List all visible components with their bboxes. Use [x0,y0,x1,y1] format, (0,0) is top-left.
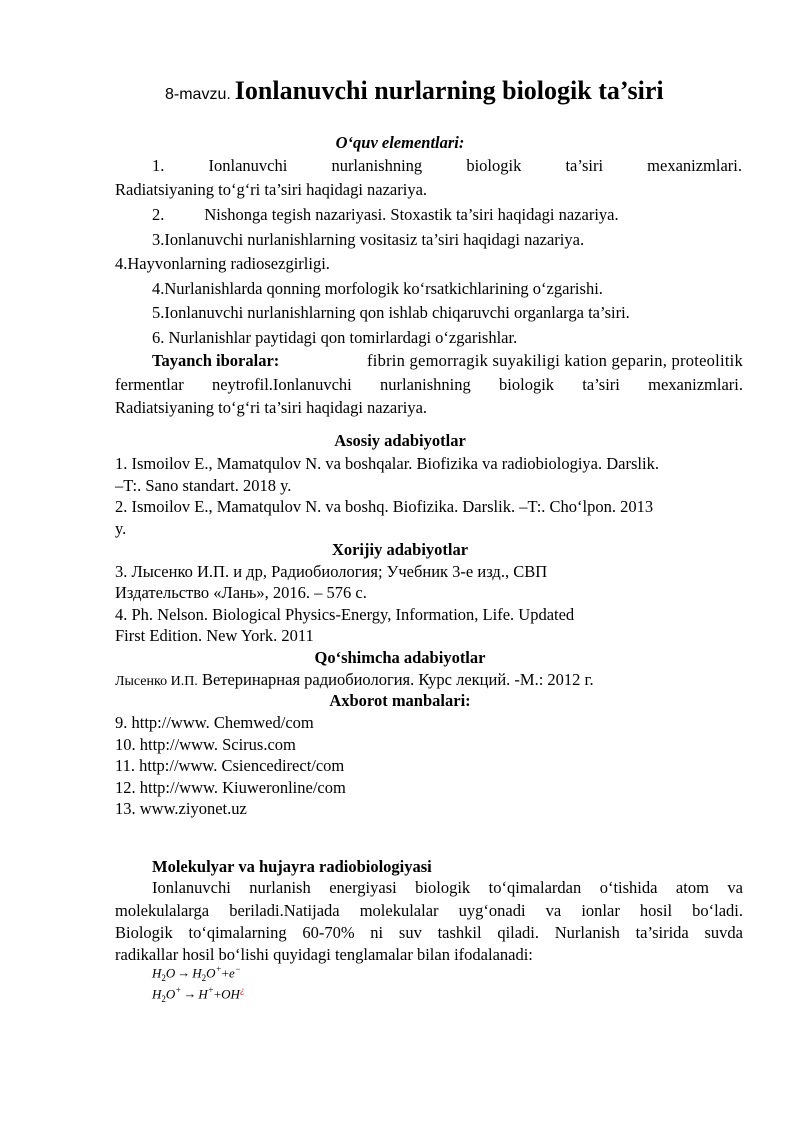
axborot-link: 13. www.ziyonet.uz [115,799,247,818]
asosiy-heading: Asosiy adabiyotlar [334,431,466,450]
oquv-item4a: 4.Hayvonlarning radiosezgirligi. [115,254,330,273]
axborot-link: 12. http://www. Kiuweronline/com [115,778,346,797]
oquv-item2-num: 2. [152,205,165,224]
formula-2: $H_2O^+ \to H^++OH^¿$ [152,985,245,1004]
axborot-link: 9. http://www. Chemwed/com [115,713,314,732]
section-heading: Molekulyar va hujayra radiobiologiyasi [152,857,432,876]
page-title [165,76,664,106]
section-para-line: molekulalarga beriladi.Natijada molekulalar uyg‘onadi va ionlar hosil bo‘ladi. [115,901,743,920]
section-para-line: Ionlanuvchi nurlanish energiyasi biologik to‘qimalardan o‘tishida atom va [152,878,743,897]
oquv-item2-text: Nishonga tegish nazariyasi. Stoxastik ta’siri haqidagi nazariya. [204,205,619,224]
xorijiy-ref4-line1: 4. Ph. Nelson. Biological Physics-Energy, Information, Life. Updated [115,605,575,624]
qoshimcha-heading: Qo‘shimcha adabiyotlar [314,648,486,667]
oquv-item1-word: Ionlanuvchi [208,156,288,175]
xorijiy-heading: Xorijiy adabiyotlar [331,540,469,559]
xorijiy-ref4-line2: First Edition. New York. 2011 [115,626,314,645]
section-para-line: Biologik to‘qimalarning 60-70% ni suv tashkil qiladi. Nurlanish ta’sirida suvda [115,923,743,942]
oquv-item1-word: ta’siri [565,156,604,175]
asosiy-ref2-line2: y. [115,519,127,538]
tayanch-line1 [152,350,743,372]
oquv-item1 [152,155,742,177]
oquv-item4b: 4.Nurlanishlarda qonning morfologik ko‘rsatkichlarining o‘zgarishi. [152,279,603,298]
tayanch-label: Tayanch iboralar: [152,351,280,370]
oquv-item5: 5.Ionlanuvchi nurlanishlarning qon ishlab chiqaruvchi organlarga ta’siri. [152,303,630,322]
axborot-heading: Axborot manbalari: [329,691,471,710]
qoshimcha-ref-text: Ветеринарная радиобиология. Курс лекций. -М.: 2012 г. [201,670,594,689]
oquv-item1-word: biologik [466,156,522,175]
oquv-item6: 6. Nurlanishlar paytidagi qon tomirlardagi o‘zgarishlar. [152,328,518,347]
formula-1: $H_2O \to H_2O^++e^-$ [152,964,241,983]
tayanch-line2: fermentlar neytrofil.Ionlanuvchi nurlanishning biologik ta’siri mexanizmlari. [115,375,743,394]
oquv-item2 [152,204,619,226]
xorijiy-ref3-line2: Издательство «Лань», 2016. – 576 с. [115,583,367,602]
oquv-item1-cont: Radiatsiyaning to‘g‘ri ta’siri haqidagi nazariya. [115,180,428,199]
oquv-item1-word: mexanizmlari. [647,156,742,175]
qoshimcha-ref-author: Лысенко И.П. [115,674,198,689]
section-para-line: radikallar hosil bo‘lishi quyidagi tenglamalar bilan ifodalanadi: [115,945,533,964]
asosiy-ref2-line1: 2. Ismoilov E., Mamatqulov N. va boshq. Biofizika. Darslik. –T:. Cho‘lpon. 2013 [115,497,654,516]
oquv-heading: O‘quv elementlari: [335,133,465,152]
asosiy-ref1-line2: –T:. Sano standart. 2018 y. [115,476,292,495]
xorijiy-ref3-line1: 3. Лысенко И.П. и др, Радиобиология; Учебник 3-е изд., СВП [115,562,548,581]
tayanch-line1-text: fibrin gemorragik suyakiligi kation geparin, proteolitik [366,351,743,370]
title-prefix: 8-mavzu. [165,86,231,103]
tayanch-line3: Radiatsiyaning to‘g‘ri ta’siri haqidagi nazariya. [115,398,428,417]
axborot-link: 10. http://www. Scirus.com [115,735,296,754]
oquv-item1-num: 1. [152,156,165,175]
axborot-link: 11. http://www. Csiencedirect/com [115,756,345,775]
title-main: Ionlanuvchi nurlarning biologik ta’siri [234,76,664,105]
asosiy-ref1-line1: 1. Ismoilov E., Mamatqulov N. va boshqalar. Biofizika va radiobiologiya. Darslik. [115,454,659,473]
oquv-item1-word: nurlanishning [331,156,423,175]
oquv-item3: 3.Ionlanuvchi nurlanishlarning vositasiz ta’siri haqidagi nazariya. [152,230,585,249]
